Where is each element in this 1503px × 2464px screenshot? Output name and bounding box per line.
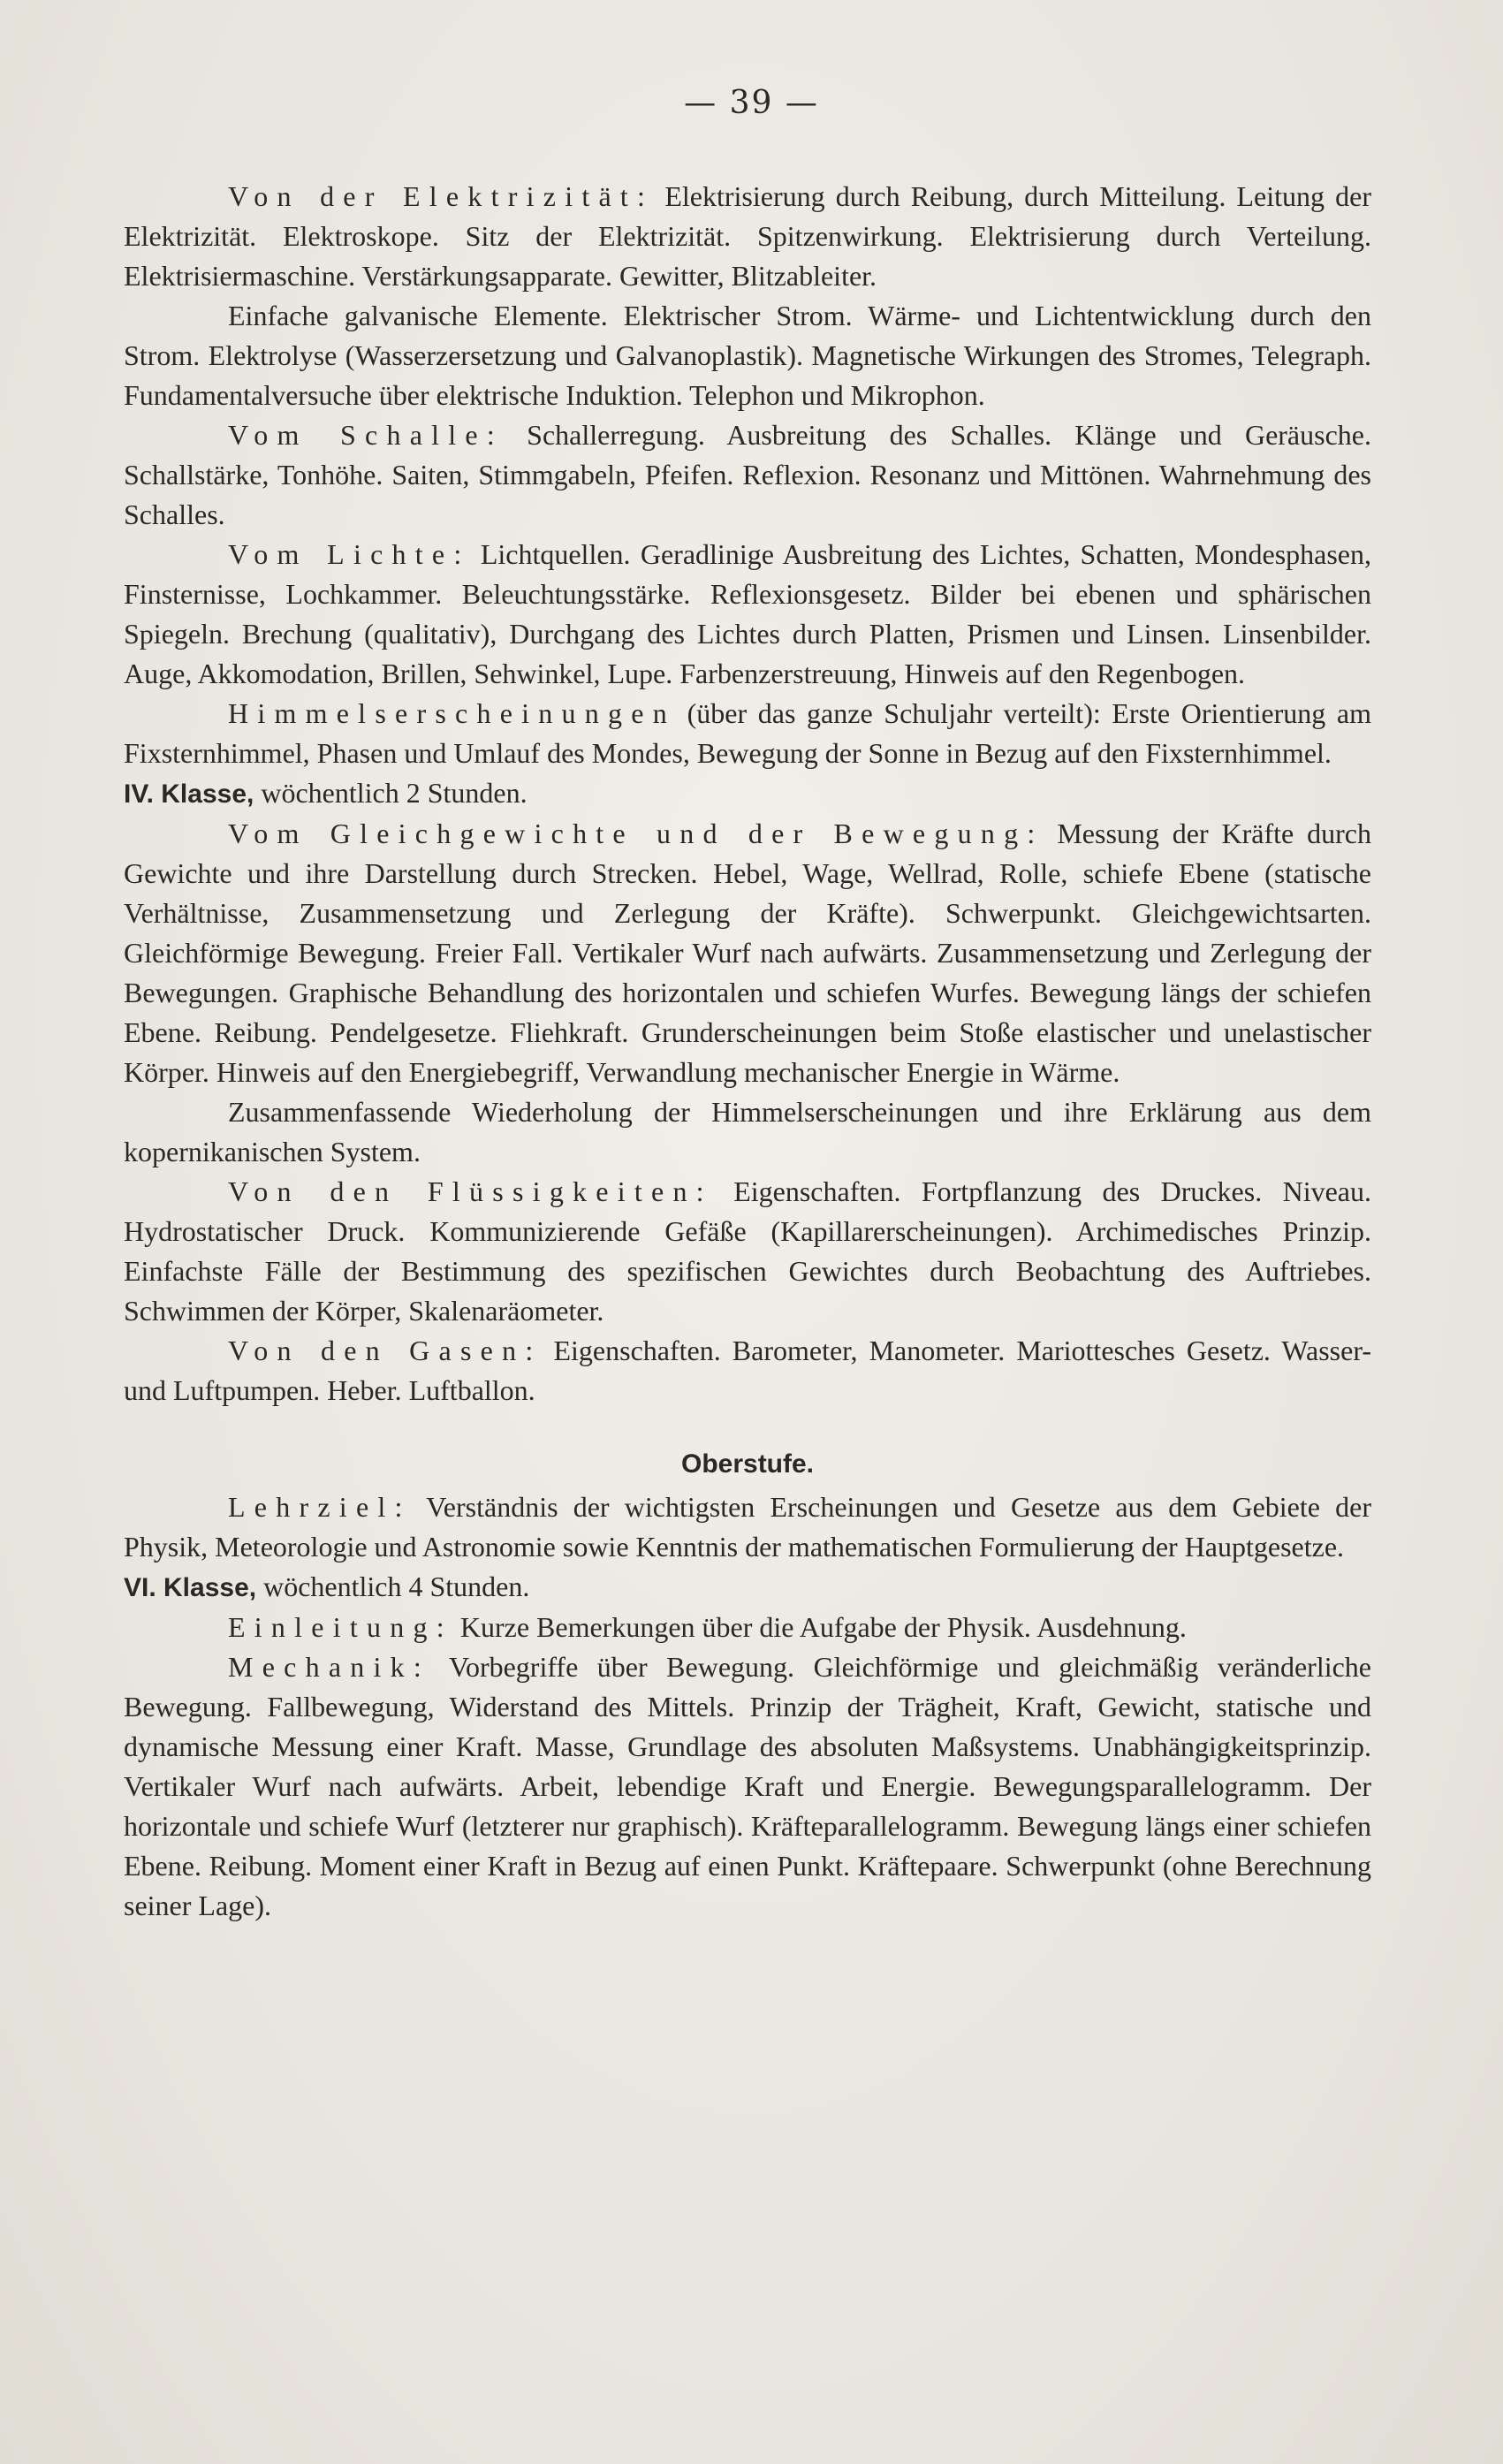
paragraph-text: Eigenschaften. Barometer, Manometer. Mariottesches Gesetz. Wasser- und Luftpumpen. Heber. Luftballon. xyxy=(124,1335,1371,1406)
paragraph-text: Lichtquellen. Geradlinige Ausbreitung des Lichtes, Schatten, Mondesphasen, Finsternisse, Lochkammer. Beleuchtungsstärke. Reflexionsgesetz. Bilder bei ebenen und sphärischen Spiegeln. Brechung (qualitativ), Durchgang des Lichtes durch Platten, Prismen und Linsen. Linsenbilder. Auge, Akkomodation, Brillen, Sehwinkel, Lupe. Farbenzerstreuung, Hinweis auf den Regenbogen. xyxy=(124,538,1372,689)
class-name: IV. Klasse, xyxy=(124,780,254,809)
text-body xyxy=(124,177,1371,1926)
class-name: VI. Klasse, xyxy=(124,1573,257,1602)
paragraph-text: Messung der Kräfte durch Gewichte und ihre Darstellung durch Strecken. Hebel, Wage, Wellrad, Rolle, schiefe Ebene (statische Verhältnisse, Zusammensetzung und Zerlegung der Kräfte). Schwerpunkt. Gleichgewichtsarten. Gleichförmige Bewegung. Freier Fall. Vertikaler Wurf nach aufwärts. Zusammensetzung und Zerlegung der Bewegungen. Graphische Behandlung des horizontalen und schiefen Wurfes. Bewegung längs der schiefen Ebene. Reibung. Pendelgesetze. Fliehkraft. Grunderscheinungen beim Stoße elastischer und unelastischer Körper. Hinweis auf den Energiebegriff, Verwandlung mechanischer Energie in Wärme. xyxy=(124,818,1372,1088)
paragraph-gase xyxy=(124,1331,1371,1411)
paragraph-licht xyxy=(124,535,1371,694)
class-vi-heading xyxy=(124,1567,1371,1608)
topic-lead: Vom Lichte: xyxy=(228,538,471,570)
topic-lead: Von den Gasen: xyxy=(228,1335,543,1366)
class-hours: wöchentlich 2 Stunden. xyxy=(254,777,528,809)
paragraph-text: (über das ganze Schuljahr verteilt): Erste Orientierung am Fixsternhimmel, Phasen und Umlauf des Mondes, Bewegung der Sonne in Bezug auf den Fixsternhimmel. xyxy=(124,697,1371,769)
paragraph-einleitung xyxy=(124,1608,1371,1647)
paragraph-elektrizitaet xyxy=(124,177,1371,296)
paragraph-fluessigkeiten xyxy=(124,1172,1371,1331)
paragraph-text: Elektrisierung durch Reibung, durch Mitteilung. Leitung der Elektrizität. Elektroskope. Sitz der Elektrizität. Spitzenwirkung. Elektrisierung durch Verteilung. Elektrisiermaschine. Verstärkungsapparate. Gewitter, Blitzableiter. xyxy=(124,180,1371,292)
paragraph-text: Verständnis der wichtigsten Erscheinungen und Gesetze aus dem Gebiete der Physik, Meteorologie und Astronomie sowie Kenntnis der mathematischen Formulierung der Hauptgesetze. xyxy=(124,1491,1371,1563)
topic-lead: Von der Elektrizität: xyxy=(228,180,655,212)
paragraph-text: Schallerregung. Ausbreitung des Schalles. Klänge und Geräusche. Schallstärke, Tonhöhe. Saiten, Stimmgabeln, Pfeifen. Reflexion. Resonanz und Mittönen. Wahrnehmung des Schalles. xyxy=(124,419,1371,530)
topic-lead: Mechanik: xyxy=(228,1651,431,1683)
topic-lead: Himmelserscheinungen xyxy=(228,697,676,729)
class-iv-heading xyxy=(124,773,1371,814)
topic-lead: Vom Schalle: xyxy=(228,419,504,451)
class-hours: wöchentlich 4 Stunden. xyxy=(256,1570,530,1602)
paragraph-himmel xyxy=(124,694,1371,773)
paragraph-mechanik xyxy=(124,1647,1371,1926)
paragraph-text: Zusammenfassende Wiederholung der Himmelserscheinungen und ihre Erklärung aus dem kopernikanischen System. xyxy=(124,1096,1371,1167)
topic-lead: Von den Flüssigkeiten: xyxy=(228,1175,713,1207)
paragraph-gleichgewicht xyxy=(124,814,1371,1092)
paragraph-lehrziel xyxy=(124,1487,1371,1567)
paragraph-text: Kurze Bemerkungen über die Aufgabe der Physik. Ausdehnung. xyxy=(452,1611,1187,1643)
topic-lead: Vom Gleichgewichte und der Bewegung: xyxy=(228,818,1044,849)
paragraph-schall xyxy=(124,415,1371,535)
section-heading-oberstufe: Oberstufe. xyxy=(680,1449,815,1479)
paragraph-galvanisch xyxy=(124,296,1371,415)
topic-lead: Einleitung: xyxy=(228,1611,453,1643)
paragraph-text: Eigenschaften. Fortpflanzung des Druckes. Niveau. Hydrostatischer Druck. Kommunizierende Gefäße (Kapillarerscheinungen). Archimedisches Prinzip. Einfachste Fälle der Bestimmung des spezifischen Gewichtes durch Beobachtung des Auftriebes. Schwimmen der Körper, Skalenaräometer. xyxy=(124,1175,1371,1327)
page-number: — 39 — xyxy=(684,85,819,121)
paragraph-text: Vorbegriffe über Bewegung. Gleichförmige und gleichmäßig veränderliche Bewegung. Fallbewegung, Widerstand des Mittels. Prinzip der Trägheit, Kraft, Gewicht, statische und dynamische Messung einer Kraft. Masse, Grundlage des absoluten Maßsystems. Unabhängigkeitsprinzip. Vertikaler Wurf nach aufwärts. Arbeit, lebendige Kraft und Energie. Bewegungsparallelogramm. Der horizontale und schiefe Wurf (letzterer nur graphisch). Kräfteparallelogramm. Bewegung längs einer schiefen Ebene. Reibung. Moment einer Kraft in Bezug auf einen Punkt. Kräftepaare. Schwerpunkt (ohne Berechnung seiner Lage). xyxy=(124,1651,1371,1921)
paragraph-text: Einfache galvanische Elemente. Elektrischer Strom. Wärme- und Lichtentwicklung durch den Strom. Elektrolyse (Wasserzersetzung und Galvanoplastik). Magnetische Wirkungen des Stromes, Telegraph. Fundamentalversuche über elektrische Induktion. Telephon und Mikrophon. xyxy=(124,300,1371,411)
paragraph-wiederholung xyxy=(124,1092,1371,1172)
topic-lead: Lehrziel: xyxy=(228,1491,412,1523)
